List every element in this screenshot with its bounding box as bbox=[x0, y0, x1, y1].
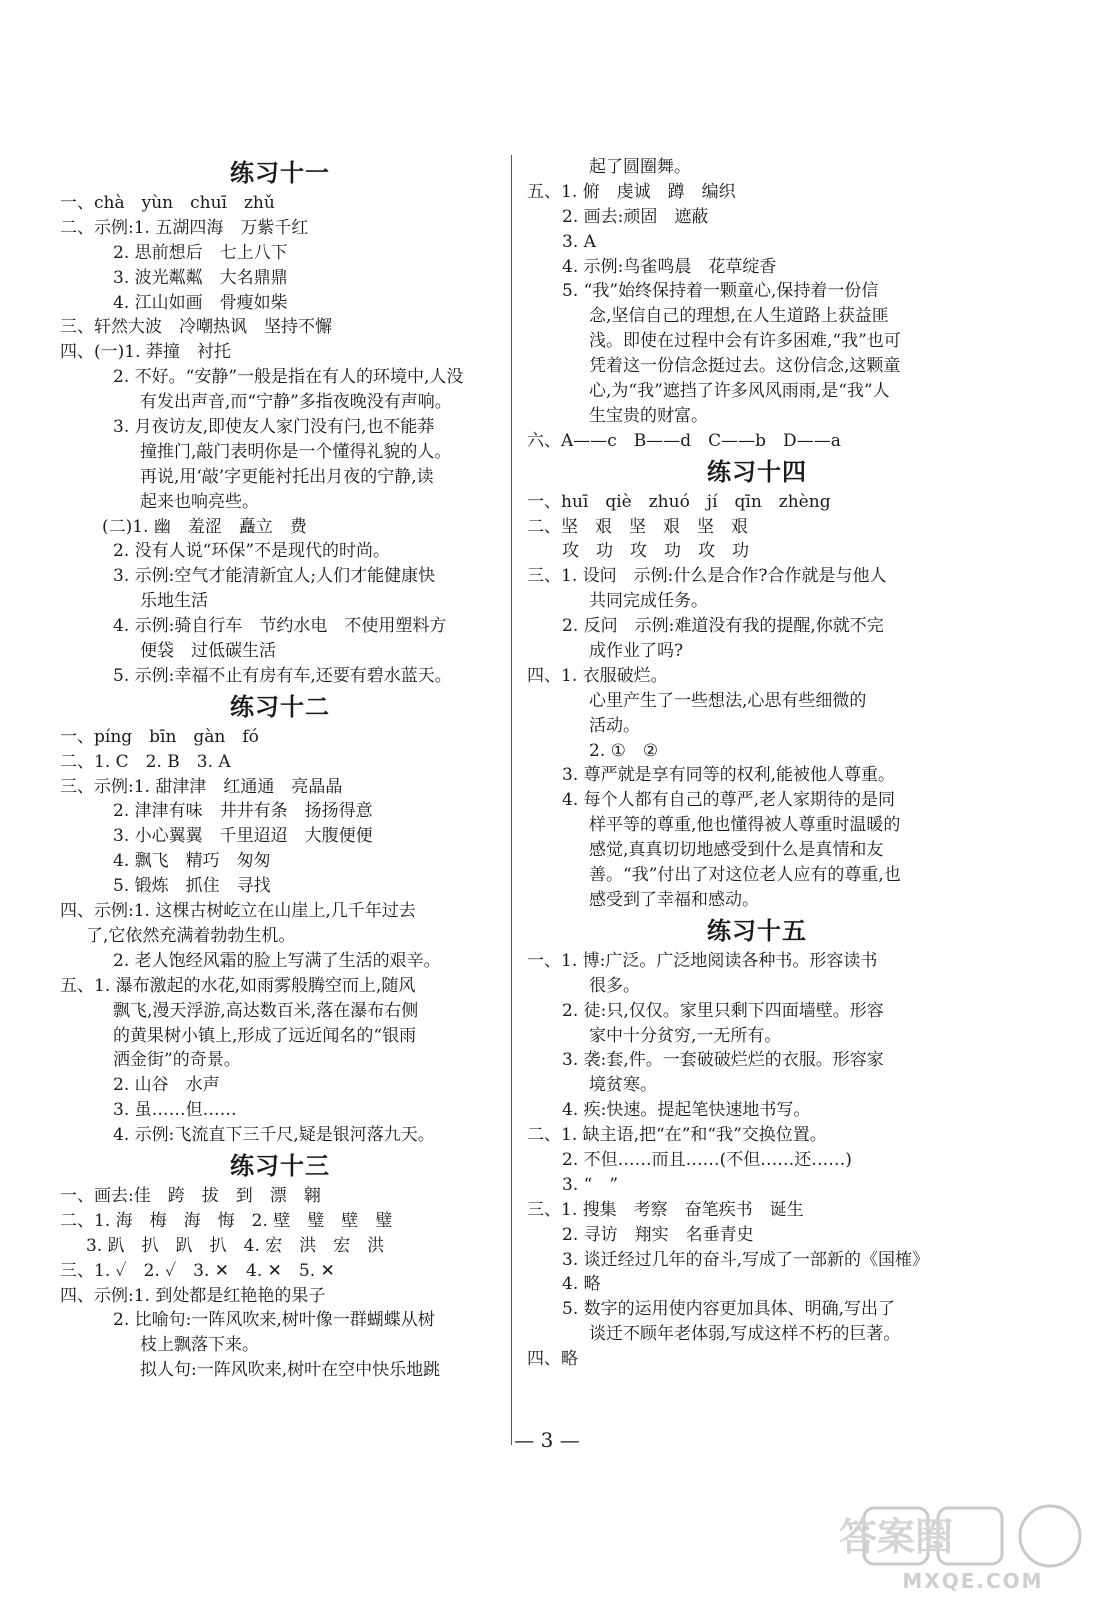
section-title: 练习十二 bbox=[230, 692, 330, 721]
answer-line: 攻 功 攻 功 攻 功 bbox=[562, 541, 749, 562]
answer-line: 样平等的尊重,他也懂得被人尊重时温暖的 bbox=[589, 815, 901, 836]
answer-line: 活动。 bbox=[589, 715, 640, 736]
answer-line: 二、1. 缺主语,把“在”和“我”交换位置。 bbox=[527, 1125, 827, 1146]
answer-line: 一、píng bīn gàn fó bbox=[60, 726, 259, 747]
answer-line: 拟人句:一阵风吹来,树叶在空中快乐地跳 bbox=[140, 1360, 441, 1381]
answer-line: 2. 徒:只,仅仅。家里只剩下四面墙壁。形容 bbox=[562, 1000, 884, 1021]
answer-line: 心,为“我”遮挡了许多风风雨雨,是“我”人 bbox=[589, 381, 890, 402]
answer-line: 4. 略 bbox=[562, 1274, 601, 1295]
answer-line: 成作业了吗? bbox=[589, 641, 684, 662]
answer-line: 三、1. ✓ 2. ✓ 3. ✕ 4. ✕ 5. ✕ bbox=[60, 1260, 335, 1281]
answer-line: (二)1. 幽 羞涩 矗立 费 bbox=[102, 516, 307, 537]
answer-line: 2. 反问 示例:难道没有我的提醒,你就不完 bbox=[562, 616, 884, 637]
answer-line: 四、1. 衣服破烂。 bbox=[527, 665, 668, 686]
answer-line: 撞推门,敲门表明你是一个懂得礼貌的人。 bbox=[140, 441, 452, 462]
answer-line: 一、huī qiè zhuó jí qīn zhèng bbox=[527, 491, 831, 512]
answer-line: 境贫寒。 bbox=[589, 1075, 657, 1096]
answer-line: 3. 袭:套,件。一套破破烂烂的衣服。形容家 bbox=[562, 1050, 884, 1071]
answer-line: 共同完成任务。 bbox=[589, 591, 708, 612]
answer-line: 生宝贵的财富。 bbox=[589, 405, 708, 426]
answer-line: 飘飞,漫天浮游,高达数百米,落在瀑布右侧 bbox=[113, 1000, 419, 1021]
section-title: 练习十三 bbox=[230, 1151, 330, 1180]
answer-line: 枝上飘落下来。 bbox=[140, 1335, 259, 1356]
answer-line: 二、1. 海 梅 海 悔 2. 壁 璧 壁 璧 bbox=[60, 1210, 393, 1231]
section-title: 练习十五 bbox=[707, 916, 807, 945]
answer-line: 2. 不但……而且……(不但……还……) bbox=[562, 1149, 852, 1170]
answer-line: 一、chà yùn chuī zhǔ bbox=[60, 193, 275, 213]
answer-line: 2. 比喻句:一阵风吹来,树叶像一群蝴蝶从树 bbox=[113, 1310, 435, 1331]
answer-line: 5. “我”始终保持着一颗童心,保持着一份信 bbox=[562, 281, 879, 302]
answer-line: 3. 波光粼粼 大名鼎鼎 bbox=[113, 267, 288, 288]
answer-line: 3. 月夜访友,即使友人家门没有闩,也不能莽 bbox=[113, 417, 435, 438]
answer-line: 六、A——c B——d C——b D——a bbox=[527, 430, 841, 451]
answer-line: 三、1. 搜集 考察 奋笔疾书 诞生 bbox=[527, 1199, 804, 1220]
answer-line: 四、(一)1. 莽撞 衬托 bbox=[60, 342, 231, 363]
answer-line: 5. 锻炼 抓住 寻找 bbox=[113, 876, 271, 897]
answer-line: 二、1. C 2. B 3. A bbox=[60, 751, 231, 772]
answer-line: 2. 山谷 水声 bbox=[113, 1075, 220, 1096]
answer-line: 3. 示例:空气才能清新宜人;人们才能健康快 bbox=[113, 566, 436, 587]
answer-line: 二、示例:1. 五湖四海 万紫千红 bbox=[60, 217, 309, 238]
answer-line: 3. 谈迁经过几年的奋斗,写成了一部新的《国榷》 bbox=[562, 1249, 930, 1270]
answer-line: 4. 示例:骑自行车 节约水电 不使用塑料方 bbox=[113, 616, 447, 637]
answer-line: 3. 小心翼翼 千里迢迢 大腹便便 bbox=[113, 826, 373, 847]
answer-line: 4. 每个人都有自己的尊严,老人家期待的是同 bbox=[562, 790, 896, 811]
answer-line: 2. 不好。“安静”一般是指在有人的环境中,人没 bbox=[113, 367, 464, 388]
answer-line: 念,坚信自己的理想,在人生道路上获益匪 bbox=[589, 306, 889, 327]
answer-line: 感受到了幸福和感动。 bbox=[589, 889, 759, 910]
answer-line: 洒金街”的奇景。 bbox=[113, 1050, 241, 1071]
watermark-logo bbox=[838, 1502, 1086, 1593]
answer-line: 很多。 bbox=[589, 975, 640, 996]
answer-line: 2. ① ② bbox=[589, 740, 659, 761]
section-title: 练习十四 bbox=[707, 457, 807, 486]
answer-line: 3. 尊严就是享有同等的权利,能被他人尊重。 bbox=[562, 765, 896, 786]
answer-line: 2. 没有人说“环保”不是现代的时尚。 bbox=[113, 541, 391, 562]
section-title: 练习十一 bbox=[230, 159, 330, 187]
answer-line: 有发出声音,而“宁静”多指夜晚没有声响。 bbox=[140, 392, 452, 413]
answer-line: 2. 津津有味 井井有条 扬扬得意 bbox=[113, 801, 373, 822]
answer-line: 感觉,真真切切地感受到什么是真情和友 bbox=[589, 840, 884, 861]
column-divider bbox=[511, 155, 512, 1445]
answer-line: 一、画去:佳 跨 拔 到 漂 翱 bbox=[60, 1185, 321, 1206]
left-column bbox=[60, 155, 500, 1383]
answer-line: 家中十分贫穷,一无所有。 bbox=[589, 1025, 782, 1046]
watermark-url: MXQE.COM bbox=[902, 1569, 1044, 1593]
page-number: — 3 — bbox=[514, 1428, 580, 1452]
answer-line: 起来也响亮些。 bbox=[140, 491, 259, 512]
answer-line: 心里产生了一些想法,心思有些细微的 bbox=[589, 690, 867, 711]
answer-line: 5. 数字的运用使内容更加具体、明确,写出了 bbox=[562, 1299, 896, 1320]
answer-line: 五、1. 俯 虔诚 蹲 编织 bbox=[527, 181, 736, 202]
answer-line: 5. 示例:幸福不止有房有车,还要有碧水蓝天。 bbox=[113, 665, 452, 686]
answer-line: 三、轩然大波 冷嘲热讽 坚持不懈 bbox=[60, 317, 332, 338]
answer-line: 起了圆圈舞。 bbox=[589, 157, 691, 177]
answer-line: 乐地生活 bbox=[140, 591, 208, 612]
answer-line: 3. 虽……但…… bbox=[113, 1100, 237, 1121]
answer-line: 2. 寻访 翔实 名垂青史 bbox=[562, 1224, 754, 1245]
answer-line: 浅。即使在过程中会有许多困难,“我”也可 bbox=[589, 331, 901, 352]
answer-line: 4. 江山如画 骨瘦如柴 bbox=[113, 292, 288, 313]
answer-line: 3. A bbox=[562, 231, 596, 252]
answer-line: 的黄果树小镇上,形成了远近闻名的“银雨 bbox=[113, 1025, 417, 1046]
answer-line: 4. 示例:飞流直下三千尺,疑是银河落九天。 bbox=[113, 1125, 435, 1146]
answer-line: 四、略 bbox=[527, 1349, 578, 1370]
watermark-char-1: 答案圈 bbox=[838, 1515, 954, 1559]
answer-line: 了,它依然充满着勃勃生机。 bbox=[86, 925, 296, 946]
answer-line: 凭着这一份信念挺过去。这份信念,这颗童 bbox=[589, 356, 901, 377]
answer-line: 四、示例:1. 这棵古树屹立在山崖上,几千年过去 bbox=[60, 901, 416, 922]
answer-line: 便袋 过低碳生活 bbox=[140, 641, 276, 662]
answer-line: 三、示例:1. 甜津津 红通通 亮晶晶 bbox=[60, 776, 343, 797]
answer-line: 4. 飘飞 精巧 匆匆 bbox=[113, 851, 271, 872]
answer-line: 谈迁不顾年老体弱,写成这样不朽的巨著。 bbox=[589, 1324, 901, 1345]
answer-line: 善。“我”付出了对这位老人应有的尊重,也 bbox=[589, 865, 901, 886]
answer-line: 4. 示例:鸟雀鸣晨 花草绽香 bbox=[562, 256, 777, 277]
answer-line: 四、示例:1. 到处都是红艳艳的果子 bbox=[60, 1285, 326, 1306]
answer-line: 2. 思前想后 七上八下 bbox=[113, 242, 288, 263]
answer-line: 再说,用‘敲’字更能衬托出月夜的宁静,读 bbox=[140, 466, 434, 487]
answer-line: 3. “ ” bbox=[562, 1174, 619, 1195]
answer-line: 一、1. 博:广泛。广泛地阅读各种书。形容读书 bbox=[527, 950, 878, 971]
answer-line: 二、坚 艰 坚 艰 坚 艰 bbox=[527, 516, 748, 537]
answer-line: 2. 老人饱经风霜的脸上写满了生活的艰辛。 bbox=[113, 950, 441, 971]
answer-line: 3. 趴 扒 趴 扒 4. 宏 洪 宏 洪 bbox=[86, 1235, 385, 1256]
right-column bbox=[527, 155, 987, 1372]
answer-line: 三、1. 设问 示例:什么是合作?合作就是与他人 bbox=[527, 566, 887, 587]
answer-line: 五、1. 瀑布激起的水花,如雨雾般腾空而上,随风 bbox=[60, 975, 416, 996]
answer-line: 2. 画去:顽固 遮蔽 bbox=[562, 206, 709, 227]
answer-line: 4. 疾:快速。提起笔快速地书写。 bbox=[562, 1100, 811, 1121]
